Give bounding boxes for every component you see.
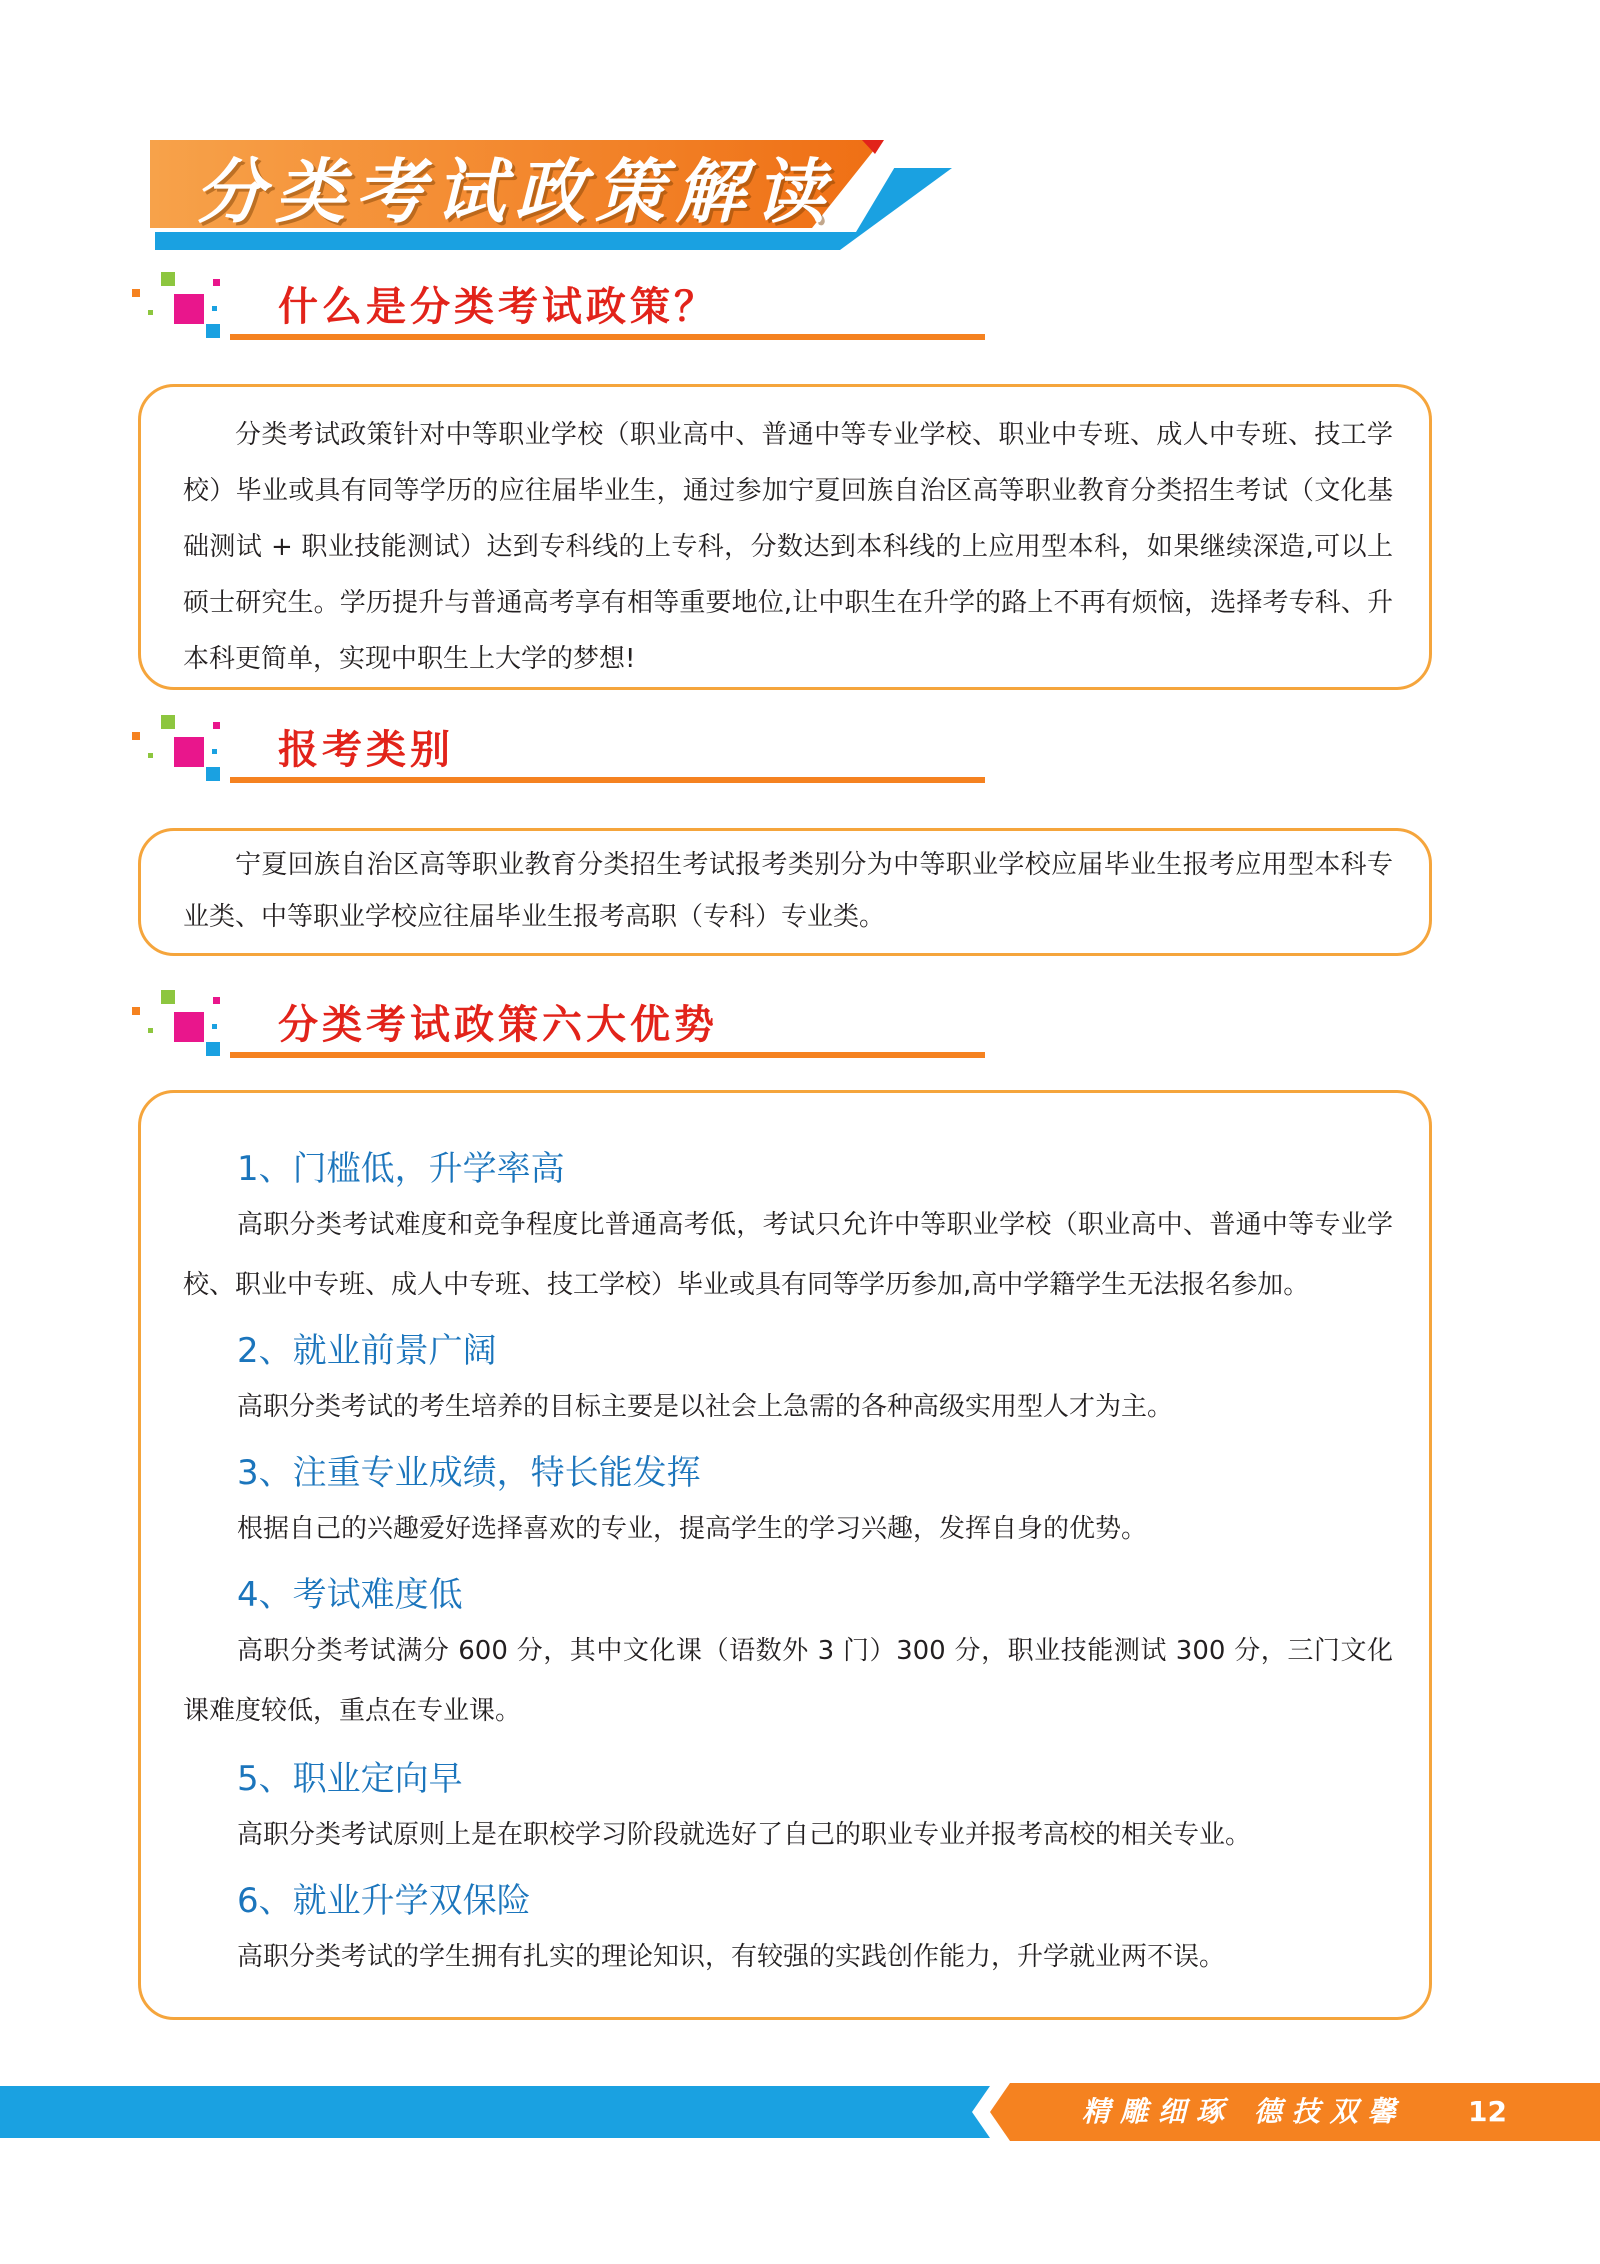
section-title: 分类考试政策六大优势 <box>278 1002 718 1048</box>
decorative-squares-icon <box>130 272 230 352</box>
advantage-title: 5、职业定向早 <box>237 1759 463 1799</box>
category-paragraph: 宁夏回族自治区高等职业教育分类招生考试报考类别分为中等职业学校应届毕业生报考应用型本科专业类、中等职业学校应往届毕业生报考高职（专科）专业类。 <box>183 850 1393 932</box>
advantage-body: 高职分类考试满分 600 分，其中文化课（语数外 3 门）300 分，职业技能测试 300 分，三门文化课难度较低，重点在专业课。 <box>183 1636 1393 1726</box>
page-footer <box>0 2083 1600 2141</box>
section-underline <box>230 777 985 783</box>
section-title: 什么是分类考试政策？ <box>278 284 718 330</box>
advantage-title: 6、就业升学双保险 <box>237 1881 531 1921</box>
intro-box <box>138 384 1432 690</box>
banner-title: 分类考试政策解读 <box>195 150 835 233</box>
advantage-body: 高职分类考试的考生培养的目标主要是以社会上急需的各种高级实用型人才为主。 <box>237 1392 1174 1422</box>
category-box <box>138 828 1432 956</box>
advantage-body: 根据自己的兴趣爱好选择喜欢的专业，提高学生的学习兴趣，发挥自身的优势。 <box>237 1514 1148 1544</box>
decorative-squares-icon <box>130 715 230 795</box>
advantage-title: 2、就业前景广阔 <box>237 1331 497 1371</box>
advantage-body: 高职分类考试的学生拥有扎实的理论知识，有较强的实践创作能力，升学就业两不误。 <box>237 1942 1226 1972</box>
section-header-category <box>130 715 860 795</box>
section-underline <box>230 1052 985 1058</box>
advantage-title: 3、注重专业成绩，特长能发挥 <box>237 1453 701 1493</box>
advantages-box <box>138 1090 1432 2020</box>
footer-motto: 精雕细琢 德技双馨 <box>1082 2095 1406 2128</box>
section-header-advantages <box>130 990 860 1070</box>
advantage-body: 高职分类考试原则上是在职校学习阶段就选好了自己的职业专业并报考高校的相关专业。 <box>237 1820 1252 1850</box>
page-banner <box>0 0 1600 260</box>
intro-paragraph: 分类考试政策针对中等职业学校（职业高中、普通中等专业学校、职业中专班、成人中专班、技工学校）毕业或具有同等学历的应往届毕业生，通过参加宁夏回族自治区高等职业教育分类招生考试（文化基础测试 + 职业技能测试）达到专科线的上专科，分数达到本科线的上应用型本科，如果继续深造,可以上硕士研究生。学历提升与普通高考享有相等重要地位,让中职生在升学的路上不再有烦恼，选择考专科、升本科更简单，实现中职生上大学的梦想! <box>183 420 1393 674</box>
advantage-title: 1、门槛低，升学率高 <box>237 1149 565 1189</box>
page-number: 12 <box>1468 2095 1507 2128</box>
advantage-title: 4、考试难度低 <box>237 1575 463 1615</box>
advantage-body: 高职分类考试难度和竞争程度比普通高考低，考试只允许中等职业学校（职业高中、普通中等专业学校、职业中专班、成人中专班、技工学校）毕业或具有同等学历参加,高中学籍学生无法报名参加。 <box>183 1210 1393 1300</box>
section-header-what-is <box>130 272 860 352</box>
section-underline <box>230 334 985 340</box>
section-title: 报考类别 <box>278 727 454 773</box>
decorative-squares-icon <box>130 990 230 1070</box>
